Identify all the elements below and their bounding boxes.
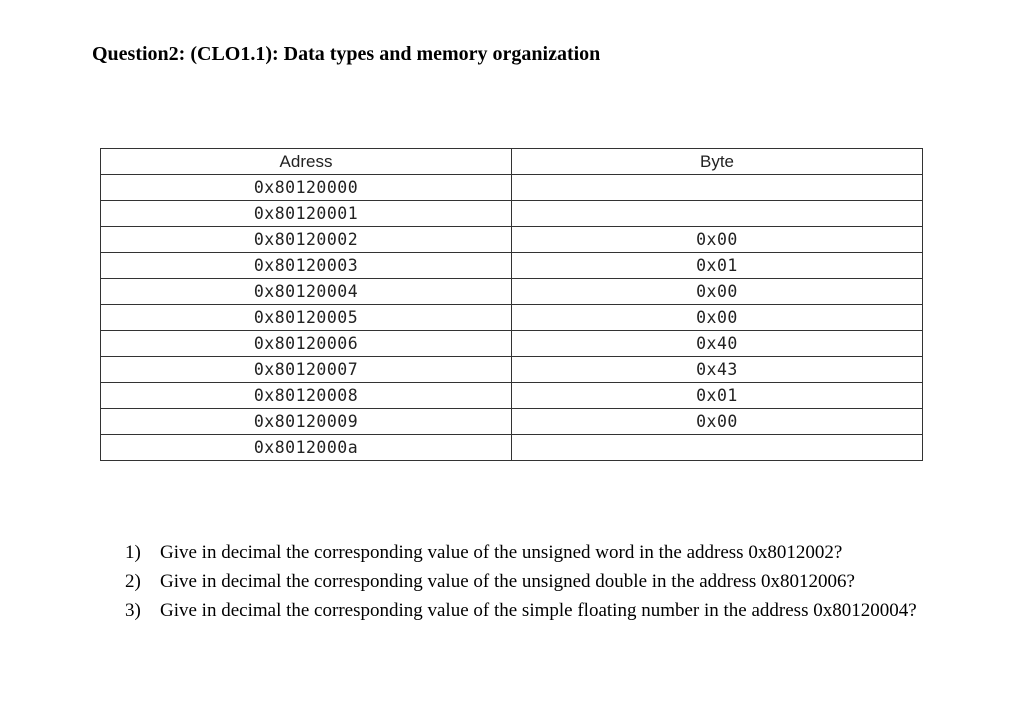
- table-row: [101, 279, 923, 305]
- question-text: Give in decimal the corresponding value of the unsigned word in the address 0x8012002?: [160, 542, 843, 563]
- byte-cell: 0x40: [512, 331, 923, 357]
- address-cell: 0x80120008: [101, 383, 512, 409]
- byte-cell: 0x00: [512, 409, 923, 435]
- page-title: Question2: (CLO1.1): Data types and memory organization: [92, 43, 601, 65]
- table-row: [101, 305, 923, 331]
- address-cell: 0x80120006: [101, 331, 512, 357]
- address-cell: 0x80120007: [101, 357, 512, 383]
- byte-cell: 0x43: [512, 357, 923, 383]
- table-header-row: [101, 149, 923, 175]
- byte-cell: [512, 435, 923, 461]
- byte-cell: 0x01: [512, 253, 923, 279]
- question-list: [125, 538, 985, 625]
- address-cell: 0x8012000a: [101, 435, 512, 461]
- address-cell: 0x80120005: [101, 305, 512, 331]
- table-row: [101, 383, 923, 409]
- table-row: [101, 435, 923, 461]
- byte-cell: [512, 175, 923, 201]
- byte-cell: 0x00: [512, 279, 923, 305]
- table-row: [101, 227, 923, 253]
- byte-cell: 0x01: [512, 383, 923, 409]
- byte-column-header: Byte: [512, 149, 923, 175]
- address-cell: 0x80120001: [101, 201, 512, 227]
- question-number: 3): [125, 600, 141, 621]
- table-row: [101, 175, 923, 201]
- question-text: Give in decimal the corresponding value of the unsigned double in the address 0x8012006?: [160, 571, 855, 592]
- table-row: [101, 331, 923, 357]
- question-item: [125, 538, 985, 567]
- question-number: 1): [125, 542, 141, 563]
- byte-cell: 0x00: [512, 305, 923, 331]
- address-cell: 0x80120002: [101, 227, 512, 253]
- address-cell: 0x80120004: [101, 279, 512, 305]
- address-cell: 0x80120009: [101, 409, 512, 435]
- address-column-header: Adress: [101, 149, 512, 175]
- table-row: [101, 201, 923, 227]
- question-item: [125, 596, 985, 625]
- address-cell: 0x80120000: [101, 175, 512, 201]
- memory-table: [100, 148, 923, 461]
- table-row: [101, 357, 923, 383]
- question-text: Give in decimal the corresponding value of the simple floating number in the address 0x80120004?: [160, 600, 917, 621]
- table-row: [101, 409, 923, 435]
- byte-cell: 0x00: [512, 227, 923, 253]
- byte-cell: [512, 201, 923, 227]
- address-cell: 0x80120003: [101, 253, 512, 279]
- table-row: [101, 253, 923, 279]
- question-number: 2): [125, 571, 141, 592]
- question-item: [125, 567, 985, 596]
